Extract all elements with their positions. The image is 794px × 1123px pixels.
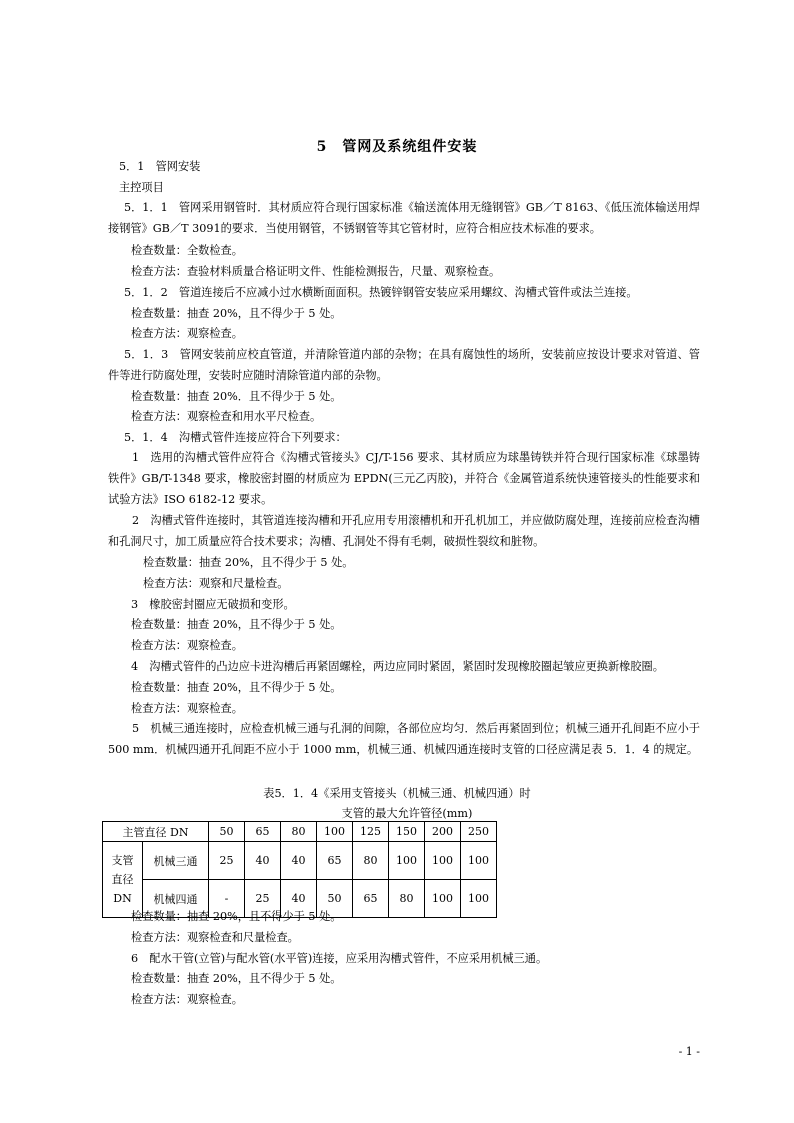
- table-cell: 100: [425, 842, 461, 880]
- table-header-cell: 150: [389, 822, 425, 842]
- table-cell: 65: [317, 842, 353, 880]
- table-header-cell: 65: [245, 822, 281, 842]
- table-header-cell: 50: [209, 822, 245, 842]
- page-number: - 1 -: [678, 1045, 700, 1058]
- clause-5-1-1-method: 检查方法：查验材料质量合格证明文件、性能检测报告，尺量、观察检查。: [131, 265, 501, 278]
- clause-5-1-3-quantity: 检查数量：抽查 20%．且不得少于 5 处。: [131, 390, 342, 403]
- table-header-cell: 100: [317, 822, 353, 842]
- item-2-quantity: 检查数量：抽查 20%，且不得少于 5 处。: [143, 556, 354, 569]
- table-caption: 表5．1．4《采用支管接头（机械三通、机械四通）时: [263, 787, 531, 800]
- table-cell: 100: [461, 842, 497, 880]
- item-6-quantity: 检查数量：抽查 20%，且不得少于 5 处。: [131, 972, 342, 985]
- table-group-label: [103, 842, 143, 918]
- item-5-method: 检查方法：观察检查和尺量检查。: [131, 931, 299, 944]
- table-cell: 40: [245, 842, 281, 880]
- table-group-label-line: 支管: [111, 854, 134, 867]
- table-cell: 40: [281, 880, 317, 918]
- clause-5-1-1: 5．1．1 管网采用钢管时．其材质应符合现行国家标准《输送流体用无缝钢管》GB／T 8163、《低压流体输送用焊接钢管》GB／T 3091的要求．当使用钢管，不锈钢管等其它管材时，应符合相应技术标准的要求。: [108, 201, 700, 235]
- table-cell: 100: [389, 842, 425, 880]
- table-cell: 25: [209, 842, 245, 880]
- table-header-cell: 80: [281, 822, 317, 842]
- table-header-label: 主管直径 DN: [103, 822, 209, 842]
- table-cell: 100: [425, 880, 461, 918]
- item-6-method: 检查方法：观察检查。: [131, 993, 243, 1006]
- table-header-row: [103, 822, 497, 842]
- branch-pipe-table: [102, 821, 497, 918]
- table-cell: 40: [281, 842, 317, 880]
- table-header-cell: 125: [353, 822, 389, 842]
- table-group-label-line: DN: [113, 892, 132, 905]
- table-caption-units: 支管的最大允许管径(mm): [341, 807, 473, 820]
- clause-5-1-4-item-3: 3 橡胶密封圈应无破损和变形。: [131, 598, 295, 611]
- subsection-heading: 主控项目: [119, 181, 164, 194]
- table-header-cell: 200: [425, 822, 461, 842]
- table-row-label: 机械三通: [143, 842, 209, 880]
- item-2-method: 检查方法：观察和尺量检查。: [143, 577, 289, 590]
- table-cell: 80: [389, 880, 425, 918]
- clause-5-1-2: 5．1．2 管道连接后不应减小过水横断面面积。热镀锌钢管安装应采用螺纹、沟槽式管件或法兰连接。: [124, 286, 638, 299]
- item-4-quantity: 检查数量：抽查 20%，且不得少于 5 处。: [131, 681, 342, 694]
- table-header-cell: 250: [461, 822, 497, 842]
- section-heading: 5．1 管网安装: [119, 160, 201, 173]
- clause-5-1-4-item-6: 6 配水干管(立管)与配水管(水平管)连接，应采用沟槽式管件，不应采用机械三通。: [131, 952, 548, 965]
- clause-5-1-4-item-5: 5 机械三通连接时，应检查机械三通与孔洞的间隙，各部位应均匀．然后再紧固到位；机械三通开孔间距不应小于 500 mm．机械四通开孔间距不应小于 1000 mm，机械三通、机械四通连接时支管的口径应满足表 5．1．4 的规定。: [108, 722, 700, 756]
- table-cell: 80: [353, 842, 389, 880]
- clause-5-1-2-method: 检查方法：观察检查。: [131, 327, 243, 340]
- table-cell: -: [209, 880, 245, 918]
- table-row-label: 机械四通: [143, 880, 209, 918]
- clause-5-1-4: 5．1．4 沟槽式管件连接应符合下列要求：: [124, 431, 347, 444]
- item-5-quantity: 检查数量：抽查 20%，且不得少于 5 处。: [131, 910, 342, 923]
- item-3-method: 检查方法：观察检查。: [131, 639, 243, 652]
- table-cell: 100: [461, 880, 497, 918]
- item-4-method: 检查方法：观察检查。: [131, 702, 243, 715]
- clause-5-1-4-item-1: 1 选用的沟槽式管件应符合《沟槽式管接头》CJ/T-156 要求、其材质应为球墨铸铁并符合现行国家标准《球墨铸铁件》GB/T-1348 要求，橡胶密封圈的材质应为 EPDN(三元乙丙胶)，并符合《金属管道系统快速管接头的性能要求和试验方法》ISO 6182-12 要求。: [108, 451, 700, 506]
- clause-5-1-4-item-4: 4 沟槽式管件的凸边应卡进沟槽后再紧固螺栓，两边应同时紧固，紧固时发现橡胶圈起皱应更换新橡胶圈。: [131, 660, 664, 673]
- table-cell: 50: [317, 880, 353, 918]
- clause-5-1-4-item-2: 2 沟槽式管件连接时，其管道连接沟槽和开孔应用专用滚槽机和开孔机加工，并应做防腐处理，连接前应检查沟槽和孔洞尺寸，加工质量应符合技术要求；沟槽、孔洞处不得有毛刺，破损性裂纹和脏物。: [108, 514, 700, 548]
- table-cell: 65: [353, 880, 389, 918]
- table-group-label-line: 直径: [111, 873, 134, 886]
- clause-5-1-3-method: 检查方法：观察检查和用水平尺检查。: [131, 410, 322, 423]
- item-3-quantity: 检查数量：抽查 20%，且不得少于 5 处。: [131, 618, 342, 631]
- table-cell: 25: [245, 880, 281, 918]
- clause-5-1-1-quantity: 检查数量：全数检查。: [131, 244, 243, 257]
- page-title: 5 管网及系统组件安装: [316, 139, 478, 155]
- table-row: [103, 842, 497, 880]
- clause-5-1-3: 5．1．3 管网安装前应校直管道，并清除管道内部的杂物；在具有腐蚀性的场所，安装前应按设计要求对管道、管件等进行防腐处理，安装时应随时清除管道内部的杂物。: [108, 348, 700, 382]
- clause-5-1-2-quantity: 检查数量：抽查 20%，且不得少于 5 处。: [131, 307, 342, 320]
